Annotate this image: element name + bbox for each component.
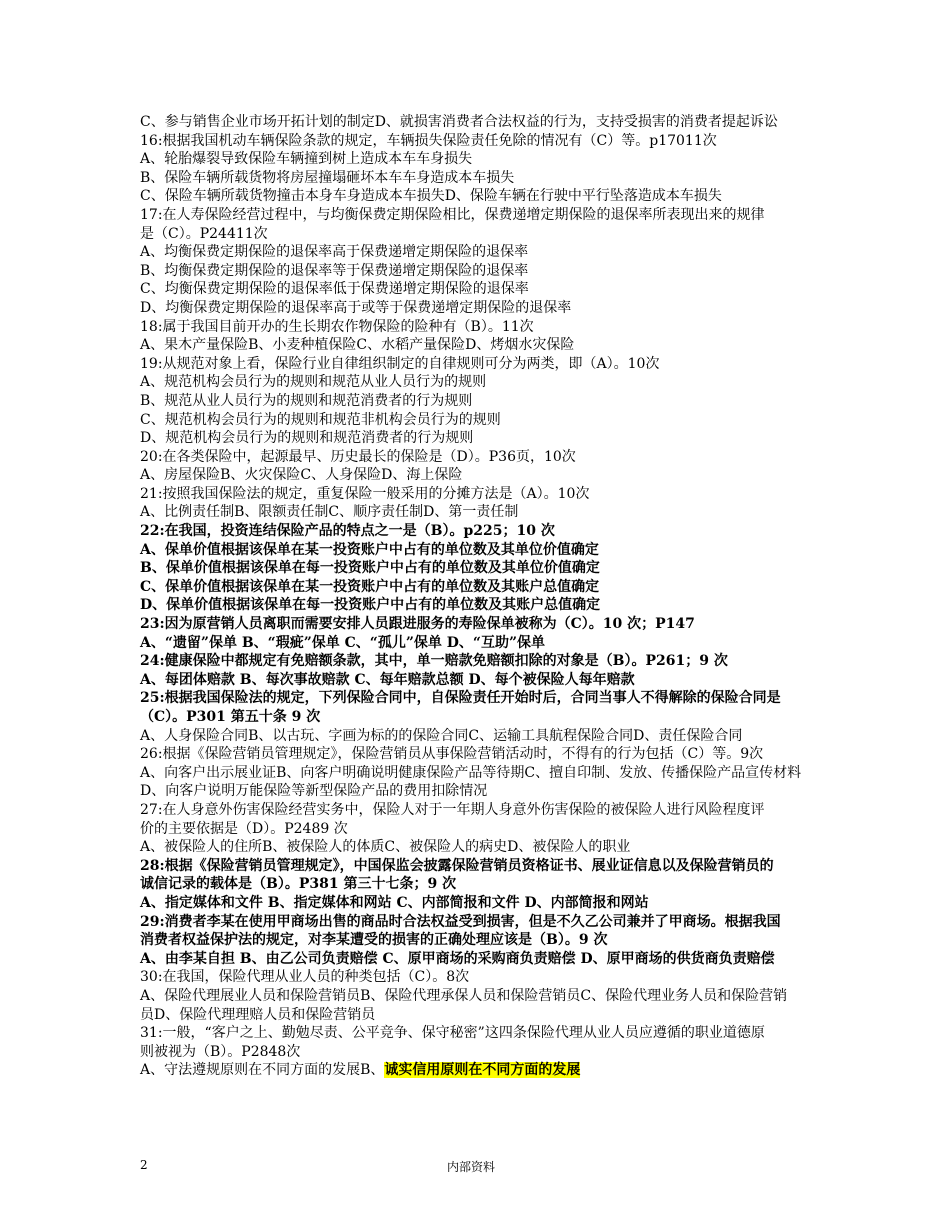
text-line: 员D、保险代理理赔人员和保险营销员: [140, 1006, 376, 1023]
text-line: 价的主要依据是（D）。P2489 次: [140, 820, 348, 837]
text-line: A、由李某自担 B、由乙公司负责赔偿 C、原甲商场的采购商负责赔偿 D、原甲商场的供货商负责赔偿: [140, 950, 775, 967]
text-line: A、轮胎爆裂导致保险车辆撞到树上造成本车车身损失: [140, 151, 473, 168]
text-line: B、均衡保费定期保险的退保率等于保费递增定期保险的退保率: [140, 262, 529, 279]
text-line: 29:消费者李某在使用甲商场出售的商品时合法权益受到损害，但是不久乙公司兼并了甲商场。根据我国: [140, 913, 781, 930]
text-line: B、规范从业人员行为的规则和规范消费者的行为规则: [140, 392, 473, 409]
text-line: A、保险代理展业人员和保险营销员B、保险代理承保人员和保险营销员C、保险代理业务人员和保险营销: [140, 987, 788, 1004]
text-line: A、人身保险合同B、以古玩、字画为标的的保险合同C、运输工具航程保险合同D、责任保险合同: [140, 727, 743, 744]
text-line: A、果木产量保险B、小麦种植保险C、水稻产量保险D、烤烟水灾保险: [140, 337, 575, 354]
text-line: A、“遗留”保单 B、“瑕疵”保单 C、“孤儿”保单 D、“互助”保单: [140, 634, 546, 651]
text-line: C、规范机构会员行为的规则和规范非机构会员行为的规则: [140, 411, 501, 428]
text-line: 18:属于我国目前开办的生长期农作物保险的险种有（B）。11次: [140, 318, 534, 335]
footer-label: 内部资料: [447, 1160, 496, 1174]
text-line: D、向客户说明万能保险等新型保险产品的费用扣除情况: [140, 783, 488, 800]
text-line: B、保单价值根据该保单在每一投资账户中占有的单位数及其单位价值确定: [140, 560, 600, 577]
text-line: 30:在我国，保险代理从业人员的种类包括（C）。8次: [140, 969, 470, 986]
text-line: 消费者权益保护法的规定，对李某遭受的损害的正确处理应该是（B）。9 次: [140, 932, 608, 949]
text-line: D、保单价值根据该保单在每一投资账户中占有的单位数及其账户总值确定: [140, 597, 601, 614]
text-line-segment: A、守法遵规原则在不同方面的发展B、: [140, 1062, 385, 1079]
text-line: C、均衡保费定期保险的退保率低于保费递增定期保险的退保率: [140, 281, 529, 298]
text-line: 22:在我国，投资连结保险产品的特点之一是（B）。p225；10 次: [140, 523, 555, 540]
text-line: B、保险车辆所载货物将房屋撞塌砸坏本车车身造成本车损失: [140, 169, 515, 186]
text-line: 24:健康保险中都规定有免赔额条款，其中，单一赔款免赔额扣除的对象是（B）。P261；9 次: [140, 653, 728, 670]
text-line: A、比例责任制B、限额责任制C、顺序责任制D、第一责任制: [140, 504, 519, 521]
text-line: 31:一般，“客户之上、勤勉尽责、公平竞争、保守秘密”这四条保险代理从业人员应遵循的职业道德原: [140, 1025, 765, 1042]
highlighted-text: 诚实信用原则在不同方面的发展: [384, 1062, 581, 1079]
text-line: 17:在人寿保险经营过程中，与均衡保费定期保险相比，保费递增定期保险的退保率所表现出来的规律: [140, 206, 765, 223]
text-line: D、规范机构会员行为的规则和规范消费者的行为规则: [140, 430, 474, 447]
text-line: 27:在人身意外伤害保险经营实务中，保险人对于一年期人身意外伤害保险的被保险人进行风险程度评: [140, 801, 765, 818]
text-line: C、参与销售企业市场开拓计划的制定D、就损害消费者合法权益的行为，支持受损害的消费者提起诉讼: [140, 114, 778, 130]
text-line-last: [140, 1061, 870, 1080]
text-line: 16:根据我国机动车辆保险条款的规定，车辆损失保险责任免除的情况有（C）等。p17011次: [140, 132, 717, 149]
text-line: A、保单价值根据该保单在某一投资账户中占有的单位数及其单位价值确定: [140, 541, 599, 558]
text-line: A、向客户出示展业证B、向客户明确说明健康保险产品等待期C、擅自印制、发放、传播保险产品宣传材料: [140, 764, 802, 781]
text-line: （C）。P301 第五十条 9 次: [140, 709, 321, 725]
text-line: C、保险车辆所载货物撞击本身车身造成本车损失D、保险车辆在行驶中平行坠落造成本车损失: [140, 188, 722, 205]
text-line: A、被保险人的住所B、被保险人的体质C、被保险人的病史D、被保险人的职业: [140, 839, 631, 856]
text-line: 19:从规范对象上看，保险行业自律组织制定的自律规则可分为两类，即（A）。10次: [140, 355, 660, 372]
text-line: 21:按照我国保险法的规定，重复保险一般采用的分摊方法是（A）。10次: [140, 485, 590, 502]
text-line: 28:根据《保险营销员管理规定》，中国保监会披露保险营销员资格证书、展业证信息以及保险营销员的: [140, 857, 774, 874]
text-line: 20:在各类保险中，起源最早、历史最长的保险是（D）。P36页，10次: [140, 448, 576, 465]
text-line: 诚信记录的载体是（B）。P381 第三十七条；9 次: [140, 876, 457, 893]
text-line: A、房屋保险B、火灾保险C、人身保险D、海上保险: [140, 467, 463, 484]
text-line: A、每团体赔款 B、每次事故赔款 C、每年赔款总额 D、每个被保险人每年赔款: [140, 671, 635, 688]
text-line: 则被视为（B）。P2848次: [140, 1043, 301, 1060]
text-line: 是（C）。P24411次: [140, 225, 268, 242]
document-body: [140, 113, 870, 1080]
page-number: 2: [140, 1158, 148, 1172]
text-line: 23:因为原营销人员离职而需要安排人员跟进服务的寿险保单被称为（C）。10 次；P147: [140, 616, 695, 633]
text-line: C、保单价值根据该保单在某一投资账户中占有的单位数及其账户总值确定: [140, 578, 600, 595]
text-line: A、指定媒体和文件 B、指定媒体和网站 C、内部简报和文件 D、内部简报和网站: [140, 894, 649, 911]
text-line: A、均衡保费定期保险的退保率高于保费递增定期保险的退保率: [140, 244, 529, 261]
text-line: A、规范机构会员行为的规则和规范从业人员行为的规则: [140, 374, 487, 391]
text-line: 26:根据《保险营销员管理规定》，保险营销员从事保险营销活动时，不得有的行为包括（C）等。9次: [140, 746, 764, 763]
text-line: 25:根据我国保险法的规定，下列保险合同中，自保险责任开始时后，合同当事人不得解除的保险合同是: [140, 690, 781, 707]
text-line: D、均衡保费定期保险的退保率高于或等于保费递增定期保险的退保率: [140, 299, 572, 316]
